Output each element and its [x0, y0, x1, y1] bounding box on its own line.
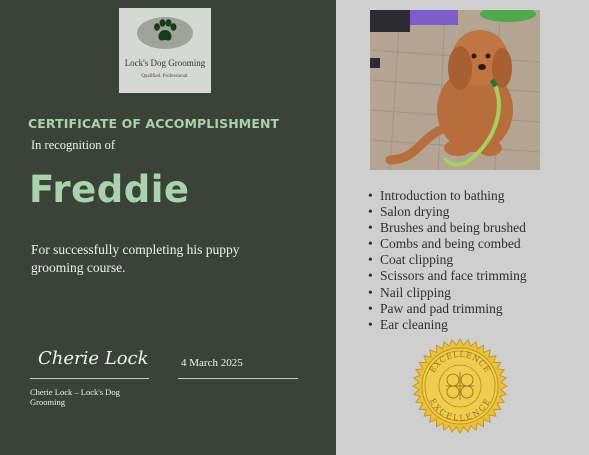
skill-item: • Nail clipping	[368, 285, 527, 301]
svg-text:EXCELLENCE: EXCELLENCE	[427, 397, 493, 423]
certificate-side-panel	[336, 0, 589, 455]
logo-company-name: Lock's Dog Grooming	[124, 58, 206, 68]
excellence-seal-icon	[411, 336, 509, 436]
skill-item: • Combs and being combed	[368, 236, 527, 252]
logo-tagline: Qualified. Professional.	[141, 74, 189, 79]
signature-caption: Cherie Lock – Lock's Dog Grooming	[30, 387, 120, 407]
recognition-text: In recognition of	[31, 138, 116, 152]
skill-item: • Salon drying	[368, 204, 527, 220]
signature-line	[30, 378, 149, 379]
company-logo	[119, 8, 211, 93]
svg-text:EXCELLENCE: EXCELLENCE	[427, 349, 493, 375]
skill-item: • Paw and pad trimming	[368, 301, 527, 317]
skill-item: • Introduction to bathing	[368, 188, 527, 204]
certificate-title: CERTIFICATE OF ACCOMPLISHMENT	[28, 116, 280, 131]
certificate-date: 4 March 2025	[181, 357, 243, 369]
skill-item: • Coat clipping	[368, 252, 527, 268]
recipient-name: Freddie	[29, 168, 190, 211]
date-line	[178, 378, 298, 379]
handwritten-signature: Cherie Lock	[38, 348, 149, 369]
skills-list	[368, 188, 527, 333]
logo-badge	[137, 17, 193, 49]
skill-item: • Ear cleaning	[368, 317, 527, 333]
skill-item: • Brushes and being brushed	[368, 220, 527, 236]
certificate-description: For successfully completing his puppy grooming course.	[31, 242, 240, 275]
dog-photo-image	[370, 10, 540, 170]
skill-item: • Scissors and face trimming	[368, 268, 527, 284]
paw-print-icon	[152, 18, 178, 46]
dog-photo	[370, 10, 540, 170]
